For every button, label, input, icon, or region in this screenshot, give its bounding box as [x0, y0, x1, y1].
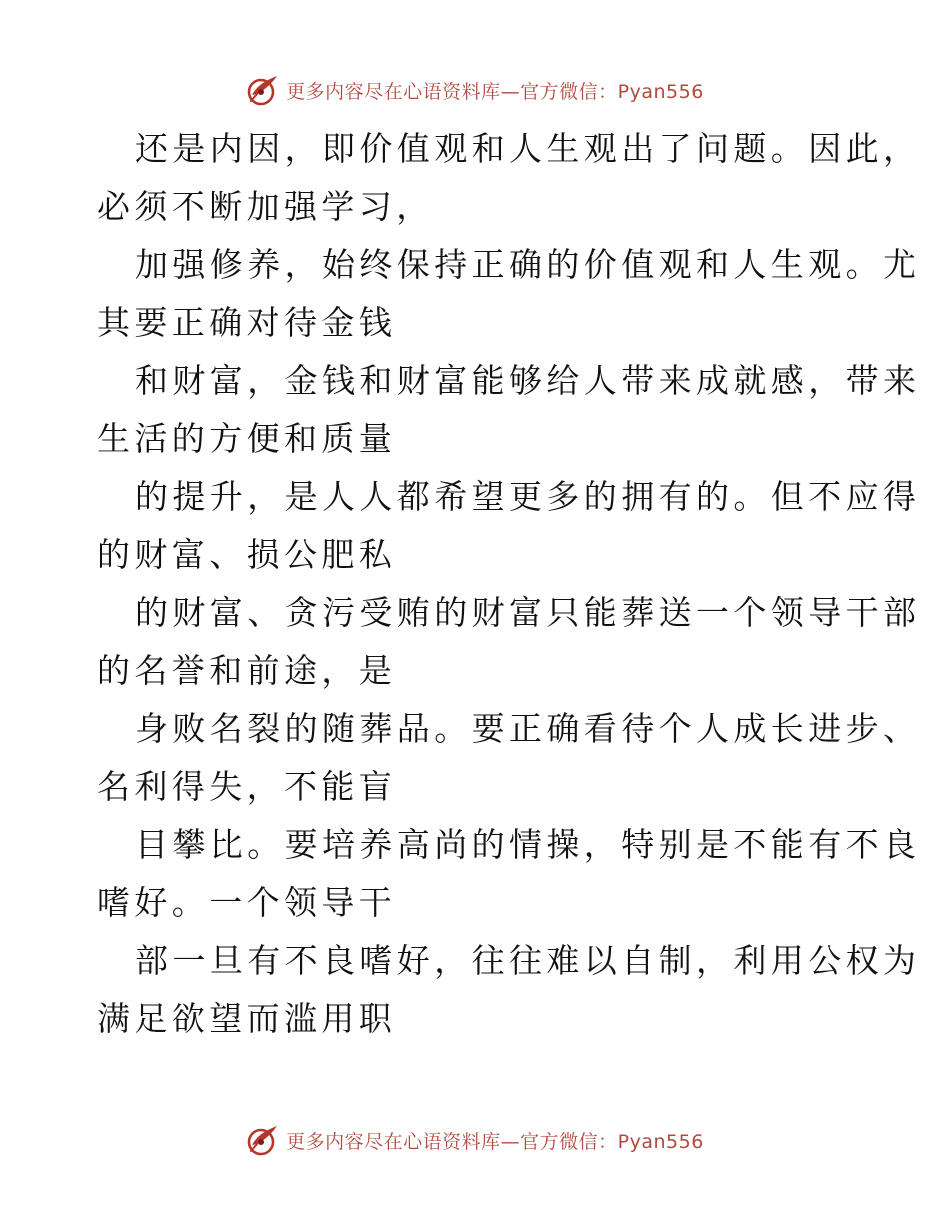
paragraph [97, 468, 921, 584]
paragraph [97, 932, 921, 1048]
footer-banner [0, 1120, 950, 1160]
paragraph-line: 满足欲望而滥用职 [97, 999, 397, 1038]
paragraph-line: 和财富，金钱和财富能够给人带来成就感，带来 [135, 361, 921, 400]
paragraph-line: 生活的方便和质量 [97, 419, 397, 458]
paragraph [97, 236, 921, 352]
feather-quill-logo-icon [246, 1123, 280, 1157]
header-banner [0, 70, 950, 110]
paragraph-line: 的财富、贪污受贿的财富只能葬送一个领导干部 [135, 593, 921, 632]
document-body [97, 120, 921, 1048]
paragraph-line: 名利得失，不能盲 [97, 767, 397, 806]
paragraph-line: 必须不断加强学习， [97, 187, 434, 226]
paragraph-line: 的名誉和前途，是 [97, 651, 397, 690]
paragraph-line: 嗜好。一个领导干 [97, 883, 397, 922]
header-banner-text: 更多内容尽在心语资料库—官方微信：Pyan556 [286, 80, 704, 103]
paragraph-line: 部一旦有不良嗜好，往往难以自制，利用公权为 [135, 941, 921, 980]
paragraph-line: 身败名裂的随葬品。要正确看待个人成长进步、 [135, 709, 921, 748]
paragraph-line: 的提升，是人人都希望更多的拥有的。但不应得 [135, 477, 921, 516]
feather-quill-logo-icon [246, 73, 280, 107]
paragraph [97, 584, 921, 700]
paragraph-line: 还是内因，即价值观和人生观出了问题。因此， [135, 129, 921, 168]
paragraph [97, 700, 921, 816]
paragraph-line: 目攀比。要培养高尚的情操，特别是不能有不良 [135, 825, 921, 864]
footer-banner-text: 更多内容尽在心语资料库—官方微信：Pyan556 [286, 1130, 704, 1153]
paragraph [97, 120, 921, 236]
paragraph-line: 其要正确对待金钱 [97, 303, 397, 342]
paragraph [97, 352, 921, 468]
paragraph-line: 的财富、损公肥私 [97, 535, 397, 574]
paragraph [97, 816, 921, 932]
paragraph-line: 加强修养，始终保持正确的价值观和人生观。尤 [135, 245, 921, 284]
